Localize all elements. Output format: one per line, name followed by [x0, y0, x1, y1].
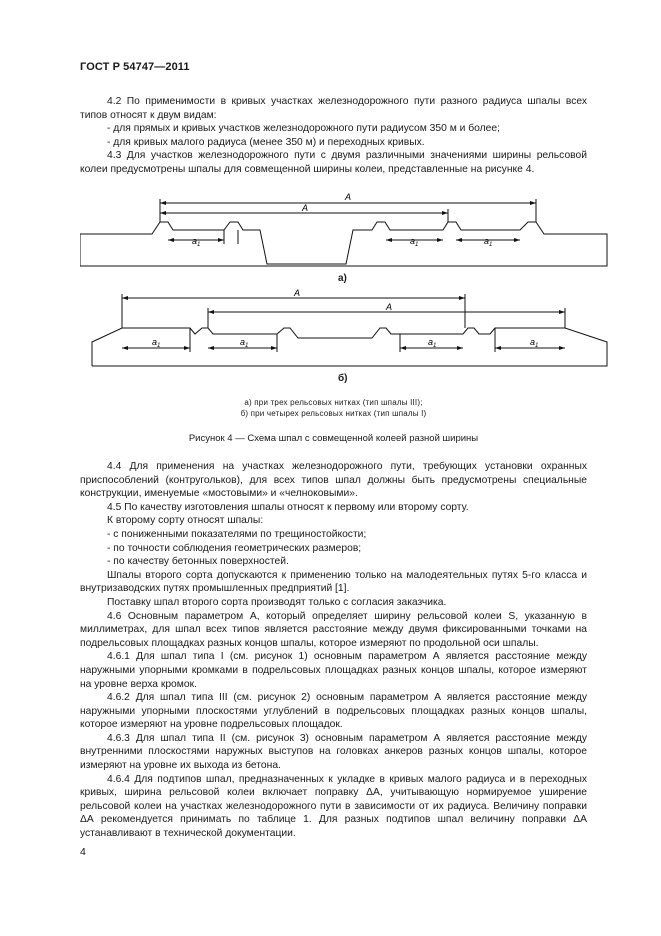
- dim-label-a1: $a_1$: [192, 236, 201, 248]
- paragraph-4-4: 4.4 Для применения на участках железнодорожного пути, требующих установки охранных приспособлений (контругольков), для всех типов шпал должны быть предусмотрены специальные конструкции, именуемые «мостовыми» и «челноковыми».: [80, 461, 587, 500]
- paragraph-4-2: 4.2 По применимости в кривых участках железнодорожного пути разного радиуса шпалы всех типов относят к двум видам:: [80, 96, 587, 121]
- paragraph-4-3: 4.3 Для участков железнодорожного пути с двумя различными значениями ширины рельсовой колеи предусмотрены шпалы для совмещенной ширины колеи, представленные на рисунке 4.: [80, 150, 587, 175]
- list-item: - по качеству бетонных поверхностей.: [107, 556, 289, 568]
- dim-label-a1: $a_1$: [428, 337, 437, 349]
- list-item: - для прямых и кривых участков железнодорожного пути радиусом 350 м и более;: [107, 123, 500, 135]
- list-item: - с пониженными показателями по трещиностойкости;: [107, 528, 367, 540]
- paragraph-4-6-4: 4.6.4 Для подтипов шпал, предназначенных к укладке в кривых малого радиуса и в переходных кривых, ширина рельсовой колеи включает поправку ΔА, учитывающую нормируемое уширение рельсовой колеи на участках железнодорожного пути в зависимости от их радиуса. Величину поправки ΔА рекомендуется принимать по таблице 1. Для разных подтипов шпал величину поправки ΔА устанавливают в технической документации.: [80, 773, 587, 840]
- paragraph-4-6-1: 4.6.1 Для шпал типа I (см. рисунок 1) основным параметром А является расстояние между наружными упорными кромками в подрельсовых площадках разных концов шпалы, которое измеряют на уровне верха кромок.: [80, 651, 587, 690]
- figure-caption: Рисунок 4 — Схема шпал с совмещенной колеей разной ширины: [188, 433, 479, 444]
- dim-label-a1: $a_1$: [152, 337, 161, 349]
- dim-label-A-outer-a: A: [345, 192, 352, 202]
- paragraph-4-6-2: 4.6.2 Для шпал типа III (см. рисунок 2) основным параметром А является расстояние между наружными упорными плоскостями углублений в подрельсовых площадках разных концов шпалы, которое измеряют на уровне подрельсовых площадок.: [80, 692, 587, 731]
- paragraph: Шпалы второго сорта допускаются к применению только на малодеятельных путях 5-го класса и внутризаводских путях промышленных предприятий [1].: [80, 569, 587, 595]
- document-header: ГОСТ Р 54747—2011: [80, 61, 190, 73]
- top-text-block: [80, 95, 587, 177]
- list-item: - по точности соблюдения геометрических размеров;: [107, 542, 362, 554]
- paragraph-4-6-3: 4.6.3 Для шпал типа II (см. рисунок 3) основным параметром А является расстояние между внутренними плоскостями наружных выступов на головках анкеров разных концов шпалы, которое измеряют на уровне их выхода из бетона.: [80, 732, 587, 772]
- sleeper-outline-b: [92, 328, 607, 366]
- sleeper-diagram: [80, 182, 620, 382]
- dim-label-a1: $a_1$: [410, 236, 419, 248]
- figure-legend-b: б) при четырех рельсовых нитках (тип шпалы I): [240, 409, 427, 418]
- dim-label-a1: $a_1$: [240, 337, 249, 349]
- paragraph-4-5: 4.5 По качеству изготовления шпалы относят к первому или второму сорту.: [107, 501, 469, 513]
- figure-label-a: а): [338, 273, 347, 284]
- dim-label-A-inner-a: A: [302, 203, 309, 213]
- dim-label-a1: $a_1$: [484, 236, 493, 248]
- paragraph: К второму сорту относят шпалы:: [107, 515, 264, 527]
- page-number: 4: [80, 846, 86, 858]
- body-text-block: [80, 460, 587, 841]
- figure-legend-a: а) при трех рельсовых нитках (тип шпалы III);: [244, 398, 423, 407]
- dim-label-a1: $a_1$: [530, 337, 539, 349]
- figure-4: [80, 182, 620, 387]
- paragraph: Поставку шпал второго сорта производят только с согласия заказчика.: [107, 596, 447, 608]
- sleeper-outline-a: [80, 222, 607, 266]
- dim-label-A-inner-b: A: [386, 302, 393, 312]
- paragraph-4-6: 4.6 Основным параметром А, который определяет ширину рельсовой колеи S, указанную в миллиметрах, для шпал всех типов является расстояние между двумя фиксированными точками на подрельсовых площадках разных концов шпалы, которое измеряют по продольной оси шпалы.: [80, 610, 587, 649]
- list-item: - для кривых малого радиуса (менее 350 м) и переходных кривых.: [107, 136, 425, 148]
- dim-label-A-outer-b: A: [294, 288, 301, 298]
- figure-label-b: б): [338, 373, 348, 384]
